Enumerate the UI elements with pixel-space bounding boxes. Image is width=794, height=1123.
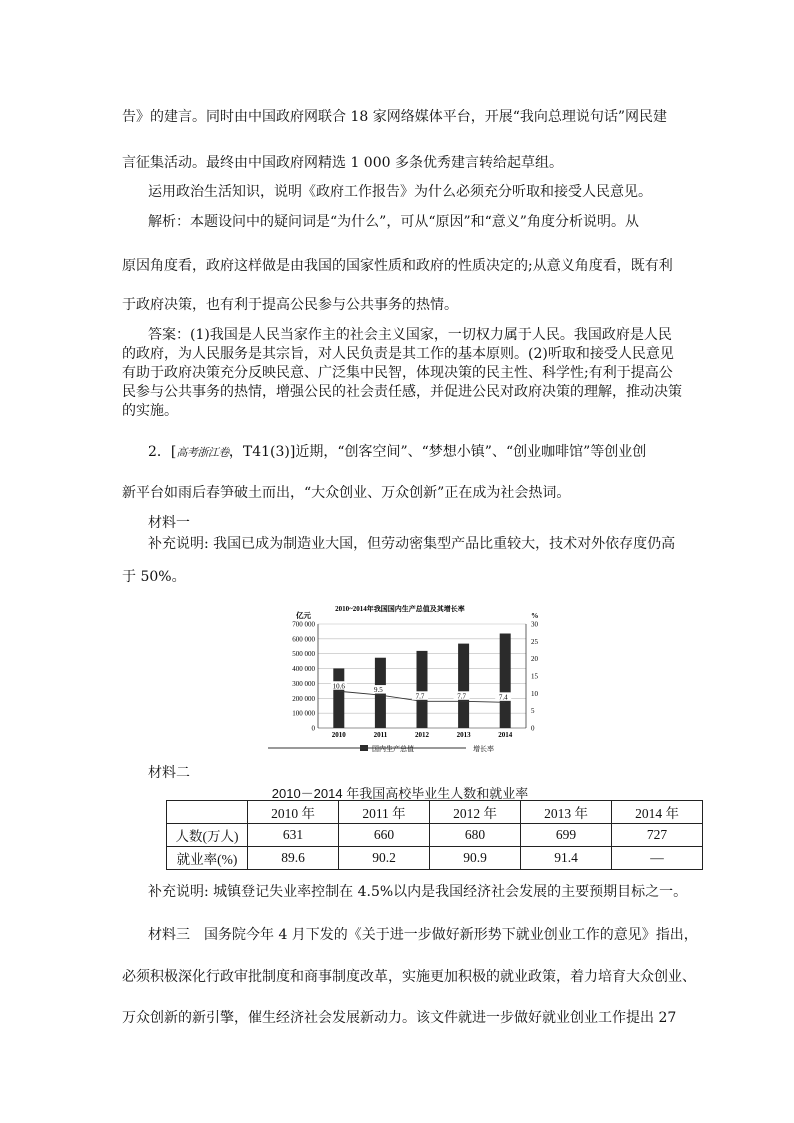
x-tick-label: 2010 (331, 731, 346, 739)
material-1-note: 补充说明: 我国已成为制造业大国，但劳动密集型产品比重较大，技术对外依存度仍高 (148, 536, 676, 552)
table-cell: 90.2 (339, 847, 430, 870)
answer-line: 的实施。 (122, 403, 178, 419)
table-header-cell: 2012 年 (430, 801, 521, 824)
material-1-title: 材料一 (148, 515, 190, 531)
material-2-title: 材料二 (148, 765, 190, 781)
table-row (167, 824, 703, 847)
y-right-tick-label: 5 (531, 707, 535, 716)
material-3-line: 材料三 国务院今年 4 月下发的《关于进一步做好新形势下就业创业工作的意见》指出， (148, 927, 698, 943)
graduates-table (166, 800, 703, 870)
question-text: ，T41(3)]近期，“创客空间”、“梦想小镇”、“创业咖啡馆”等创业创 (228, 444, 647, 460)
y-left-tick-label: 300 000 (292, 679, 315, 688)
table-header-row (167, 801, 703, 824)
y-right-tick-label: 10 (531, 689, 538, 698)
table-cell: 631 (248, 824, 339, 847)
table-header-cell: 2010 年 (248, 801, 339, 824)
table-cell: — (612, 847, 703, 870)
analysis-line: 原因角度看，政府这样做是由我国的国家性质和政府的性质决定的;从意义角度看，既有利 (122, 258, 673, 274)
table-cell: 91.4 (521, 847, 612, 870)
y-left-tick-label: 100 000 (292, 709, 315, 718)
question-number: 2．[ (148, 444, 177, 460)
table-cell: 680 (430, 824, 521, 847)
y-right-tick-label: 0 (531, 724, 535, 733)
material-2-note: 补充说明: 城镇登记失业率控制在 4.5%以内是我国经济社会发展的主要预期目标之一。 (148, 884, 688, 900)
table-header-cell: 2014 年 (612, 801, 703, 824)
x-tick-label: 2014 (498, 731, 513, 739)
y-right-tick-label: 30 (531, 620, 538, 629)
material-1-note: 于 50%。 (122, 569, 186, 585)
table-header-cell: 2011 年 (339, 801, 430, 824)
bar (333, 668, 344, 728)
y-left-tick-label: 700 000 (292, 620, 315, 629)
legend-bar-label: 国内生产总值 (372, 745, 414, 753)
y-right-tick-label: 15 (531, 672, 538, 681)
material-3-line: 必须积极深化行政审批制度和商事制度改革，实施更加积极的就业政策，着力培育大众创业、 (122, 969, 696, 985)
y-axis-left-label: 亿元 (296, 611, 311, 620)
table-header-cell: 2013 年 (521, 801, 612, 824)
table-header-cell (167, 801, 248, 824)
answer-block (122, 326, 682, 421)
paragraph-line: 言征集活动。最终由中国政府网精选 1 000 多条优秀建言转给起草组。 (122, 155, 563, 171)
analysis-line: 于政府决策，也有利于提高公民参与公共事务的热情。 (122, 297, 458, 313)
answer-line: 的政府，为人民服务是其宗旨，对人民负责是其工作的基本原则。(2)听取和接受人民意见 (122, 346, 674, 362)
x-tick-label: 2013 (456, 731, 471, 739)
question-2-heading (148, 445, 646, 459)
paragraph-line: 告》的建言。同时由中国政府网联合 18 家网络媒体平台，开展“我向总理说句话”网民建 (122, 109, 668, 125)
bar-series (333, 634, 510, 728)
x-axis (332, 731, 513, 739)
analysis-line: 解析：本题设问中的疑问词是“为什么”，可从“原因”和“意义”角度分析说明。从 (148, 214, 639, 230)
y-left-tick-label: 0 (311, 724, 315, 733)
answer-line: 答案：(1)我国是人民当家作主的社会主义国家，一切权力属于人民。我国政府是人民 (148, 327, 672, 343)
table-row (167, 847, 703, 870)
bar (417, 651, 428, 728)
y-axis-right-label: % (531, 611, 539, 620)
legend-line-label: 增长率 (473, 745, 494, 753)
table-cell: 727 (612, 824, 703, 847)
y-left-tick-label: 200 000 (292, 694, 315, 703)
gdp-growth-chart (268, 600, 558, 760)
y-axis-left (292, 621, 315, 733)
y-left-tick-label: 400 000 (292, 665, 315, 674)
question-2-line: 新平台如雨后春笋破土而出，“大众创业、万众创新”正在成为社会热词。 (122, 485, 571, 501)
answer-line: 民参与公共事务的热情，增强公民的社会责任感，并促进公民对政府决策的理解，推动决策 (122, 384, 682, 400)
data-label: 9.5 (374, 686, 383, 695)
table-title: 2010－2014 年我国高校毕业生人数和就业率 (271, 786, 529, 801)
table-cell: 699 (521, 824, 612, 847)
material-3-line: 万众创新的新引擎，催生经济社会发展新动力。该文件就进一步做好就业创业工作提出 27 (122, 1010, 677, 1026)
table-row-label: 人数(万人) (167, 824, 248, 847)
data-label: 7.4 (498, 693, 508, 702)
y-left-tick-label: 600 000 (292, 635, 315, 644)
data-label: 10.6 (332, 682, 345, 691)
legend (268, 744, 494, 753)
y-right-tick-label: 25 (531, 637, 538, 646)
answer-line: 有助于政府决策充分反映民意、广泛集中民智，体现决策的民主性、科学性;有利于提高公 (122, 365, 673, 381)
data-label: 7.7 (457, 692, 466, 701)
y-left-tick-label: 500 000 (292, 650, 315, 659)
y-axis-right (531, 621, 539, 733)
data-label: 7.7 (415, 692, 425, 701)
question-source: 高考浙江卷 (176, 446, 229, 459)
x-tick-label: 2011 (373, 731, 388, 739)
table-cell: 89.6 (248, 847, 339, 870)
chart-title: 2010~2014年我国国内生产总值及其增长率 (335, 605, 465, 613)
table-cell: 90.9 (430, 847, 521, 870)
table-row-label: 就业率(%) (167, 847, 248, 870)
bar (458, 644, 469, 728)
x-tick-label: 2012 (415, 731, 429, 739)
y-right-tick-label: 20 (531, 655, 538, 664)
table-cell: 660 (339, 824, 430, 847)
question-prompt: 运用政治生活知识，说明《政府工作报告》为什么必须充分听取和接受人民意见。 (148, 184, 652, 200)
bar (500, 634, 511, 728)
